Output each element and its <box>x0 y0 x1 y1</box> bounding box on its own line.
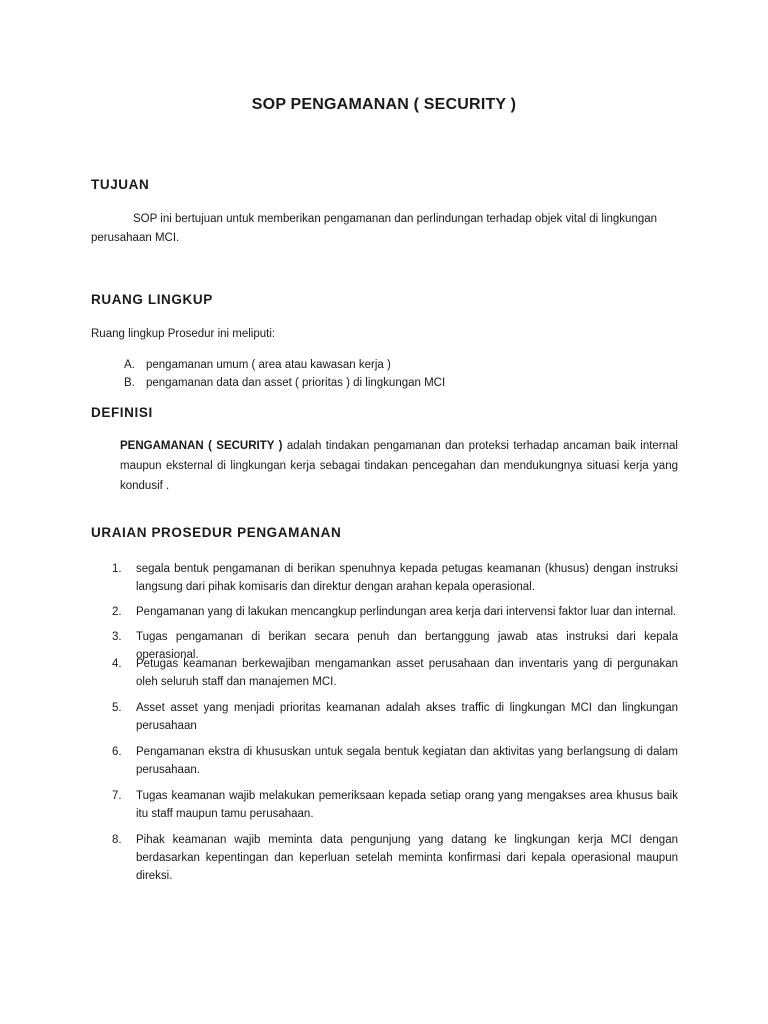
definisi-paragraph <box>120 436 678 496</box>
procedure-number: 5. <box>112 702 122 714</box>
procedure-item <box>112 831 678 885</box>
list-item <box>124 356 445 374</box>
procedure-number: 7. <box>112 790 122 802</box>
procedure-number: 1. <box>112 563 122 575</box>
procedure-item <box>112 560 678 596</box>
procedure-text: Pengamanan yang di lakukan mencangkup perlindungan area kerja dari intervensi faktor luar dan internal. <box>136 606 677 618</box>
procedure-text: segala bentuk pengamanan di berikan spenuhnya kepada petugas keamanan (khusus) dengan instruksi langsung dari pihak komisaris dan direktur dengan arahan kepala operasional. <box>136 563 678 593</box>
heading-definisi: DEFINISI <box>91 405 153 420</box>
procedure-text: Tugas pengamanan di berikan secara penuh dan bertanggung jawab atas instruksi dari kepala operasional. <box>136 631 678 661</box>
procedure-item <box>112 787 678 823</box>
document-title: SOP PENGAMANAN ( SECURITY ) <box>251 96 517 113</box>
procedure-number: 3. <box>112 631 122 643</box>
heading-ruang-lingkup: RUANG LINGKUP <box>91 292 213 307</box>
ruang-lingkup-list <box>124 356 445 392</box>
procedure-number: 6. <box>112 746 122 758</box>
procedure-number: 4. <box>112 658 122 670</box>
definisi-text: adalah tindakan pengamanan dan proteksi terhadap ancaman baik internal maupun eksternal di lingkungan kerja sebagai tindakan pencegahan dan mendukungnya situasi kerja yang kondusif . <box>120 440 678 492</box>
ruang-lingkup-intro: Ruang lingkup Prosedur ini meliputi: <box>91 328 276 340</box>
procedure-text: Asset asset yang menjadi prioritas keamanan adalah akses traffic di lingkungan MCI dan lingkungan perusahaan <box>136 702 678 732</box>
heading-uraian: URAIAN PROSEDUR PENGAMANAN <box>91 525 342 540</box>
list-item <box>124 374 445 392</box>
procedure-number: 2. <box>112 606 122 618</box>
procedure-item <box>112 699 678 735</box>
procedure-text: Pihak keamanan wajib meminta data pengunjung yang datang ke lingkungan kerja MCI dengan berdasarkan kepentingan dan keperluan setelah meminta konfirmasi dari kepala operasional maupun direksi. <box>136 834 678 882</box>
list-marker: A. <box>124 359 135 371</box>
procedure-item <box>112 603 678 621</box>
tujuan-text-line2: perusahaan MCI. <box>91 232 180 244</box>
list-marker: B. <box>124 377 135 389</box>
list-item-text: pengamanan umum ( area atau kawasan kerja ) <box>146 359 391 371</box>
procedure-text: Tugas keamanan wajib melakukan pemeriksaan kepada setiap orang yang mengakses area khusus baik itu staff maupun tamu perusahaan. <box>136 790 678 820</box>
definisi-term: PENGAMANAN ( SECURITY ) <box>120 440 283 452</box>
heading-tujuan: TUJUAN <box>91 177 150 192</box>
list-item-text: pengamanan data dan asset ( prioritas ) di lingkungan MCI <box>146 377 446 389</box>
procedure-text: Pengamanan ekstra di khususkan untuk segala bentuk kegiatan dan aktivitas yang berlangsung di dalam perusahaan. <box>136 746 678 776</box>
procedure-number: 8. <box>112 834 122 846</box>
procedure-item <box>112 743 678 779</box>
tujuan-text-line1: SOP ini bertujuan untuk memberikan pengamanan dan perlindungan terhadap objek vital di lingkungan <box>133 213 658 225</box>
procedure-item <box>112 655 678 691</box>
procedure-text: Petugas keamanan berkewajiban mengamankan asset perusahaan dan inventaris yang di pergunakan oleh seluruh staff dan manajemen MCI. <box>136 658 678 688</box>
